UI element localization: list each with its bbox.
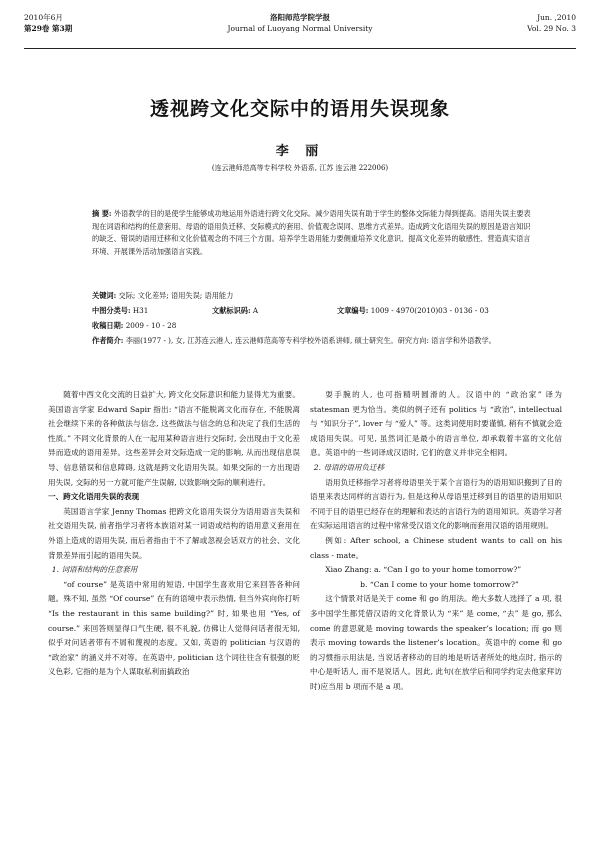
abstract-label: 摘 要: xyxy=(92,209,112,218)
article-title: 透视跨文化交际中的语用失误现象 xyxy=(149,98,450,120)
body-paragraph: 耍手腕的人, 也可指精明圆滑的人。汉语中的 “政治家” 译为 statesman 更为恰当。类似的例子还有 politics 与 “政治”, intellectual 与 “知识分子”, lover 与 “爱人” 等。这类词使用时要谨慎, 稍有不慎就会造成语用失误。可见, 虽然词汇是最小的语言单位, 却承载着丰富的文化信息。英语中的一些词译成汉语时, 它们的意义并非完全相同。 xyxy=(310,390,562,458)
article-number-label: 文章编号: xyxy=(337,306,369,315)
keywords-label: 关键词: xyxy=(92,291,117,300)
doc-code-label: 文献标识码: xyxy=(212,306,251,315)
keywords xyxy=(92,290,532,303)
right-column xyxy=(310,388,562,694)
body-paragraph: 英国语言学家 Jenny Thomas 把跨文化语用失误分为语用语言失误和社交语用失误, 前者指学习者将本族语对某一词语或结构的语用意义套用在外语上造成的语用失误, 而后者指由于不了解或忽视会话双方的社会、文化背景差异而引起的语用失误。 xyxy=(48,506,300,560)
keywords-text: 交际; 文化差异; 语用失误; 语用能力 xyxy=(118,291,234,300)
doc-code xyxy=(212,305,258,318)
article-author: 李 丽 xyxy=(275,144,325,159)
abstract xyxy=(92,208,532,284)
body-paragraph: 随着中西文化交流的日益扩大, 跨文化交际意识和能力显得尤为重要。美国语言学家 Edward Sapir 指出: “语言不能脱离文化而存在, 不能脱离社会继续下来的各种做法与信念, 这些做法与信念的总和决定了我们生活的性质。” 不同文化背景的人在一起用某种语言进行交际时, 会出现由于文化差异而造成的语用差异。这些差异会对交际造成一定的影响, 从而出现信息误导、信息错误和信息障碍, 这就是跨文化语用失误。如果交际的一方出现语用失误, 交际的另一方就可能产生误解, 以致影响交际的顺利进行。 xyxy=(48,390,300,487)
received-label: 收稿日期: xyxy=(92,321,124,330)
header-journal-cn: 洛阳师范学院学报 xyxy=(270,13,330,22)
author-affiliation: (连云港师范高等专科学校 外语系, 江苏 连云港 222006) xyxy=(211,164,389,172)
section-heading: 一、跨文化语用失误的表现 xyxy=(48,492,140,502)
abstract-text: 外语教学的目的是使学生能够成功地运用外语进行跨文化交际。减少语用失误有助于学生的整体交际能力得到提高。语用失误主要表现在词语和结构的任意套用、母语的语用负迁移、交际模式的套用、价值观念误同、思维方式差异。造成跨文化语用失误的原因是语言知识的缺乏、错误的语用迁移和文化价值观念的不同三个方面。培养学生语用能力要侧重培养文化意识、提高文化差异的敏感性、营造真实语言环境、开展课外活动加强语言实践。 xyxy=(92,209,531,256)
clc-text: H31 xyxy=(132,306,149,315)
clc-label: 中图分类号: xyxy=(92,306,131,315)
body-paragraph: 这个情景对话是关于 come 和 go 的用法。绝大多数人选择了 a 项, 很多中国学生都凭借汉语的文化背景认为 “来” 是 come, “去” 是 go, 那么 come 的意思就是 moving towards the speaker’s location; 而 go 则表示 moving towards the listener’s location。英语中的 come 和 go 的习惯指示用法是, 当说话者移动的目的地是听话者所处的地点时, 指示的中心是听话人, 而不是说话人。因此, 此句(在放学后和同学约定去他家拜访时)应当用 b 项而不是 a 项。 xyxy=(310,594,562,691)
author-bio-label: 作者简介: xyxy=(92,336,124,345)
example-line: b. “Can I come to your home tomorrow?” xyxy=(360,579,519,589)
header-date-en: Jun. ,2010 xyxy=(537,13,576,22)
body-paragraph: 例如: After school, a Chinese student wants to call on his class - mate。 xyxy=(310,535,562,560)
article-number-text: 1009 - 4970(2010)03 - 0136 - 03 xyxy=(370,306,489,315)
received-text: 2009 - 10 - 28 xyxy=(125,321,177,330)
header-right xyxy=(527,12,576,34)
subsection-heading: 1. 词语和结构的任意套用 xyxy=(51,565,138,575)
clc xyxy=(92,305,148,318)
running-header xyxy=(24,12,576,49)
example-line: Xiao Zhang: a. “Can I go to your home tomorrow?” xyxy=(325,565,522,575)
body-paragraph: “of course” 是英语中常用的短语, 中国学生喜欢用它来回答各种问题。殊不知, 虽然 “Of course” 在有的语境中表示热情, 但当外宾向你打听 “Is the restaurant in this same building?” 时, 如果也用 “Yes, of course.” 来回答则显得口气生硬, 很不礼貌, 仿佛让人觉得问话者很无知, 似乎对问话者带有不屑和蔑视的态度。又如, 英语的 politician 与汉语的 “政治家” 的涵义并不对等。在英语中, politician 这个词往往含有很强的贬义色彩, 它指的是为个人谋取私利而搞政治 xyxy=(48,579,300,677)
subsection-heading: 2. 母语的语用负迁移 xyxy=(313,462,385,472)
author-bio-text: 李丽(1977 - ), 女, 江苏连云港人, 连云港师范高等专科学校外语系讲师, 硕士研究生。研究方向: 语言学和外语教学。 xyxy=(125,336,496,345)
doc-code-text: A xyxy=(252,306,259,315)
header-center xyxy=(24,12,576,34)
body-paragraph: 语用负迁移指学习者将母语里关于某个言语行为的语用知识搬到了目的语里来表达同样的言语行为, 但是这种从母语里迁移到目的语里的语用知识不同于目的语里已经存在的理解和表达的言语行为的语用知识。英语学习者在实际运用语言的过程中常常受汉语文化的影响而套用汉语的语用规则。 xyxy=(310,477,562,531)
left-column xyxy=(48,388,300,680)
author-bio xyxy=(92,335,532,348)
header-date-cn: 2010年6月 xyxy=(24,13,63,22)
header-volume-en: Vol. 29 No. 3 xyxy=(527,24,576,33)
header-journal-en: Journal of Luoyang Normal University xyxy=(227,24,373,33)
article-number xyxy=(337,305,489,318)
received-date xyxy=(92,320,532,333)
header-volume-cn: 第29卷 第3期 xyxy=(24,24,73,33)
